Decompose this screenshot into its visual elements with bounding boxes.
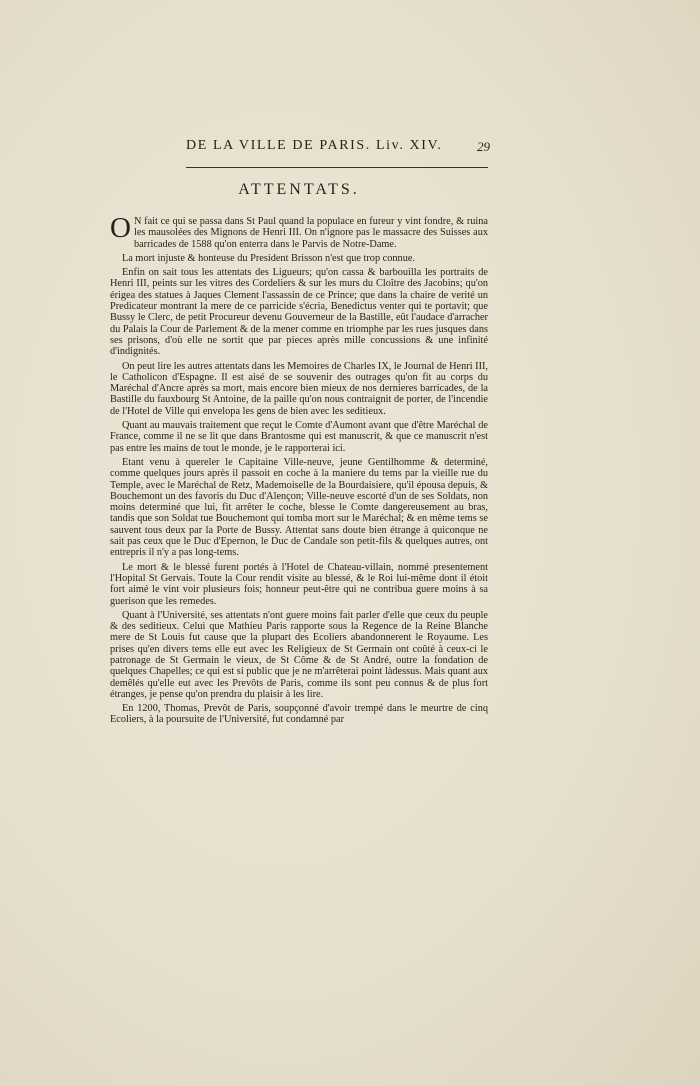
paragraph: Le mort & le blessé furent portés à l'Hotel de Chateau-villain, nommé presentement l'Hopital St Gervais. Toute la Cour rendit visite au blessé, & le Roi lui-même dont il étoit fort aimé le vint voir plusieurs fois; honneur peut-être qui ne contribua guere moins à sa guerison que les remedes. — [110, 561, 488, 607]
body-text — [110, 212, 488, 729]
paragraph: On peut lire les autres attentats dans les Memoires de Charles IX, le Journal de Henri III, le Catholicon d'Espagne. Il est aisé de se souvenir des outrages qu'on fit au corps du Maréchal d'Ancre après sa mort, mais encore bien mieux de nos dernieres barricades, de la Bastille du fauxbourg St Antoine, de la paille qu'on nous contraignit de porter, de l'incendie de l'Hotel de Ville qui envelopa les gens de bien avec les seditieux. — [110, 360, 488, 417]
paragraph-text: N fait ce qui se passa dans St Paul quand la populace en fureur y vint fondre, & ruina les mausolées des Mignons de Henri III. On n'ignore pas le massacre des Suisses aux barricades de 1588 qu'on enterra dans le Parvis de Notre-Dame. — [133, 216, 488, 250]
paragraph: La mort injuste & honteuse du President Brisson n'est que trop connue. — [122, 252, 415, 264]
running-title: DE LA VILLE DE PARIS. Liv. XIV. — [186, 138, 443, 153]
running-head — [186, 138, 490, 158]
section-title: ATTENTATS. — [238, 181, 360, 198]
paragraph: Quant au mauvais traitement que reçut le Comte d'Aumont avant que d'être Maréchal de France, comme il ne se lit que dans Brantosme qui est manuscrit, & que ce manuscrit n'est pas entre les mains de tout le monde, je le rapporterai ici. — [110, 420, 488, 454]
paragraph: Etant venu à quereler le Capitaine Ville-neuve, jeune Gentilhomme & determiné, comme quelques jours après il passoit en coche à la maniere du tems par la vieille rue du Temple, avec le Maréchal de Retz, Mademoiselle de la Bourdaisiere, qu'il épousa depuis, & Bouchemont un des favoris du Duc d'Alençon; Ville-neuve escorté d'un de ses Soldats, non moins determiné que lui, fit arrêter le coche, blesse le Comte dangereusement au bras, tandis que son Soldat tue Bouchemont qui tomba mort sur le Maréchal; & en même tems se sauvent tous deux par la Porte de Bussy. Attentat sans doute bien étrange à quiconque ne sait pas ceux que le Duc d'Epernon, le Duc de Candale son petit-fils & quelques autres, ont entrepris il n'y a pas long-tems. — [110, 456, 488, 559]
paragraph: Quant à l'Université, ses attentats n'ont guere moins fait parler d'elle que ceux du peuple & des seditieux. Celui que Mathieu Paris rapporte sous la Regence de la Reine Blanche mere de St Louis fut cause que la plupart des Ecoliers abandonnerent le Royaume. Les prises qu'en divers tems elle eut avec les Religieux de St Germain ont coûté à ceux-ci le patronage de St Germain le vieux, de St Côme & de St André, outre la fondation de quelques Chapelles; ce qui est si public que je ne m'arrêterai point làdessus. Mais quant aux demêlés qu'elle eut avec les Prevôts de Paris, comme ils sont peu connus & de plus fort étranges, je pense qu'on prendra du plaisir à les lire. — [110, 609, 488, 700]
page-number: 29 — [477, 139, 490, 154]
paragraph — [110, 212, 488, 250]
header-rule — [186, 167, 488, 168]
paragraph: En 1200, Thomas, Prevôt de Paris, soupçonné d'avoir trempé dans le meurtre de cinq Ecoliers, à la poursuite de l'Université, fut condamné par — [110, 703, 488, 726]
drop-cap: O — [110, 212, 131, 244]
paragraph: Enfin on sait tous les attentats des Ligueurs; qu'on cassa & barbouilla les portraits de Henri III, peints sur les vitres des Cordeliers & sur les murs du Cloître des Jacobins; qu'on érigea des statues à Jaques Clement l'assassin de ce Prince; que dans la chaire de verité un Predicateur montrant la mere de ce parricide s'écria, Benedictus venter qui te portavit; que Bussy le Clerc, de petit Procureur devenu Gouverneur de la Bastille, eût l'audace d'arracher du Palais la Cour de Parlement & de la mener comme en triomphe par les rues jusques dans ses prisons, d'où elle ne sortit que par pieces après mille concussions & une infinité d'indignités. — [110, 267, 488, 358]
